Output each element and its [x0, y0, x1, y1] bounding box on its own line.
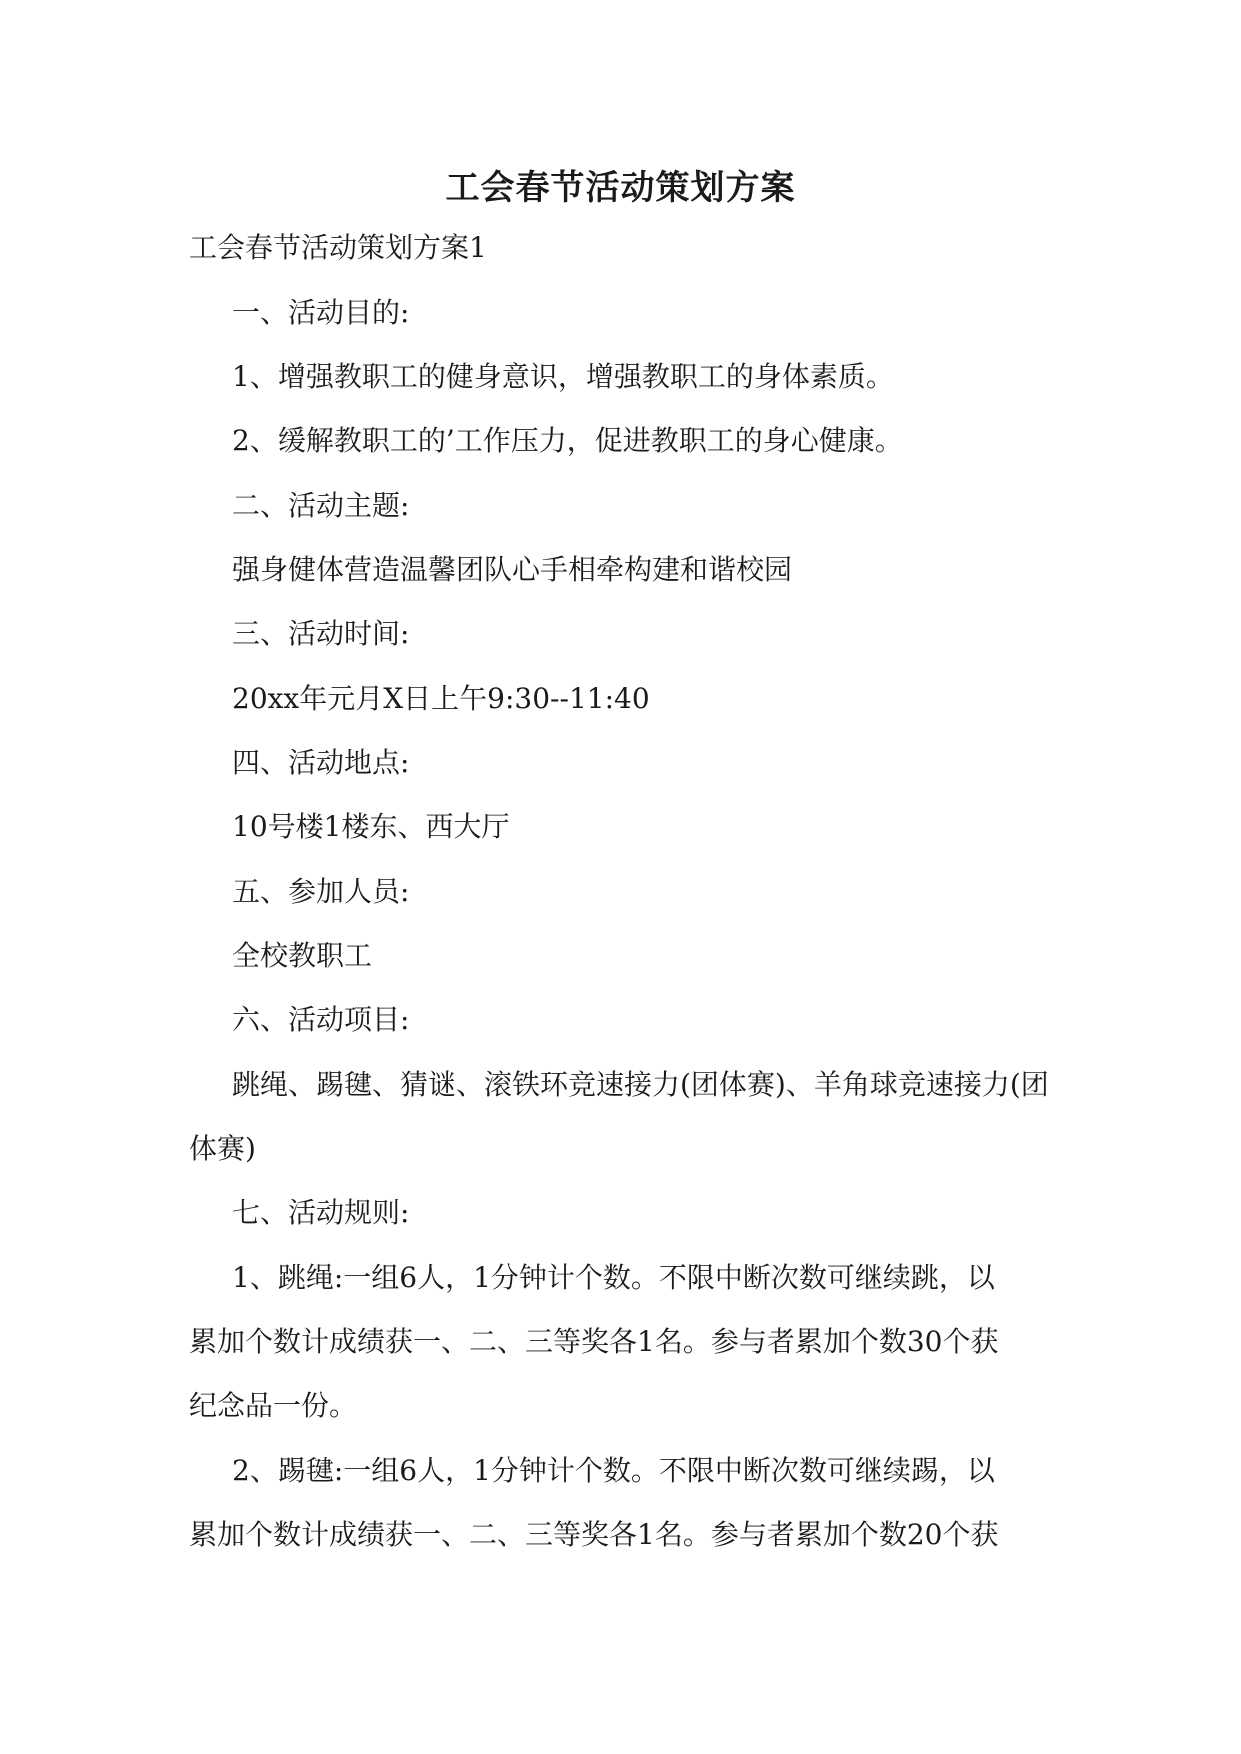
section-heading-participants: 五、参加人员:: [232, 875, 410, 908]
paragraph-line: 体赛): [189, 1132, 256, 1165]
paragraph-line: 强身健体营造温馨团队心手相牵构建和谐校园: [232, 553, 793, 586]
section-heading-purpose: 一、活动目的:: [232, 296, 410, 329]
section-heading-rules: 七、活动规则:: [232, 1196, 410, 1229]
document-title: 工会春节活动策划方案: [445, 168, 796, 208]
paragraph-line: 2、缓解教职工的’工作压力，促进教职工的身心健康。: [232, 424, 903, 457]
paragraph-line: 跳绳、踢毽、猜谜、滚铁环竞速接力(团体赛)、羊角球竞速接力(团: [232, 1068, 1049, 1101]
section-heading-theme: 二、活动主题:: [232, 489, 410, 522]
paragraph-line: 10号楼1楼东、西大厅: [232, 810, 510, 843]
section-heading-items: 六、活动项目:: [232, 1003, 410, 1036]
section-heading-location: 四、活动地点:: [232, 746, 410, 779]
paragraph-line: 全校教职工: [232, 939, 373, 972]
paragraph-line: 1、跳绳:一组6人，1分钟计个数。不限中断次数可继续跳，以: [232, 1261, 995, 1294]
paragraph-line: 纪念品一份。: [189, 1389, 358, 1422]
paragraph-line: 累加个数计成绩获一、二、三等奖各1名。参与者累加个数20个获: [189, 1518, 999, 1551]
paragraph-line: 累加个数计成绩获一、二、三等奖各1名。参与者累加个数30个获: [189, 1325, 999, 1358]
paragraph-line: 2、踢毽:一组6人，1分钟计个数。不限中断次数可继续踢，以: [232, 1454, 995, 1487]
subtitle-line: 工会春节活动策划方案1: [189, 231, 487, 264]
section-heading-time: 三、活动时间:: [232, 617, 410, 650]
paragraph-line: 1、增强教职工的健身意识，增强教职工的身体素质。: [232, 360, 894, 393]
paragraph-line: 20xx年元月X日上午9:30--11:40: [232, 682, 650, 715]
